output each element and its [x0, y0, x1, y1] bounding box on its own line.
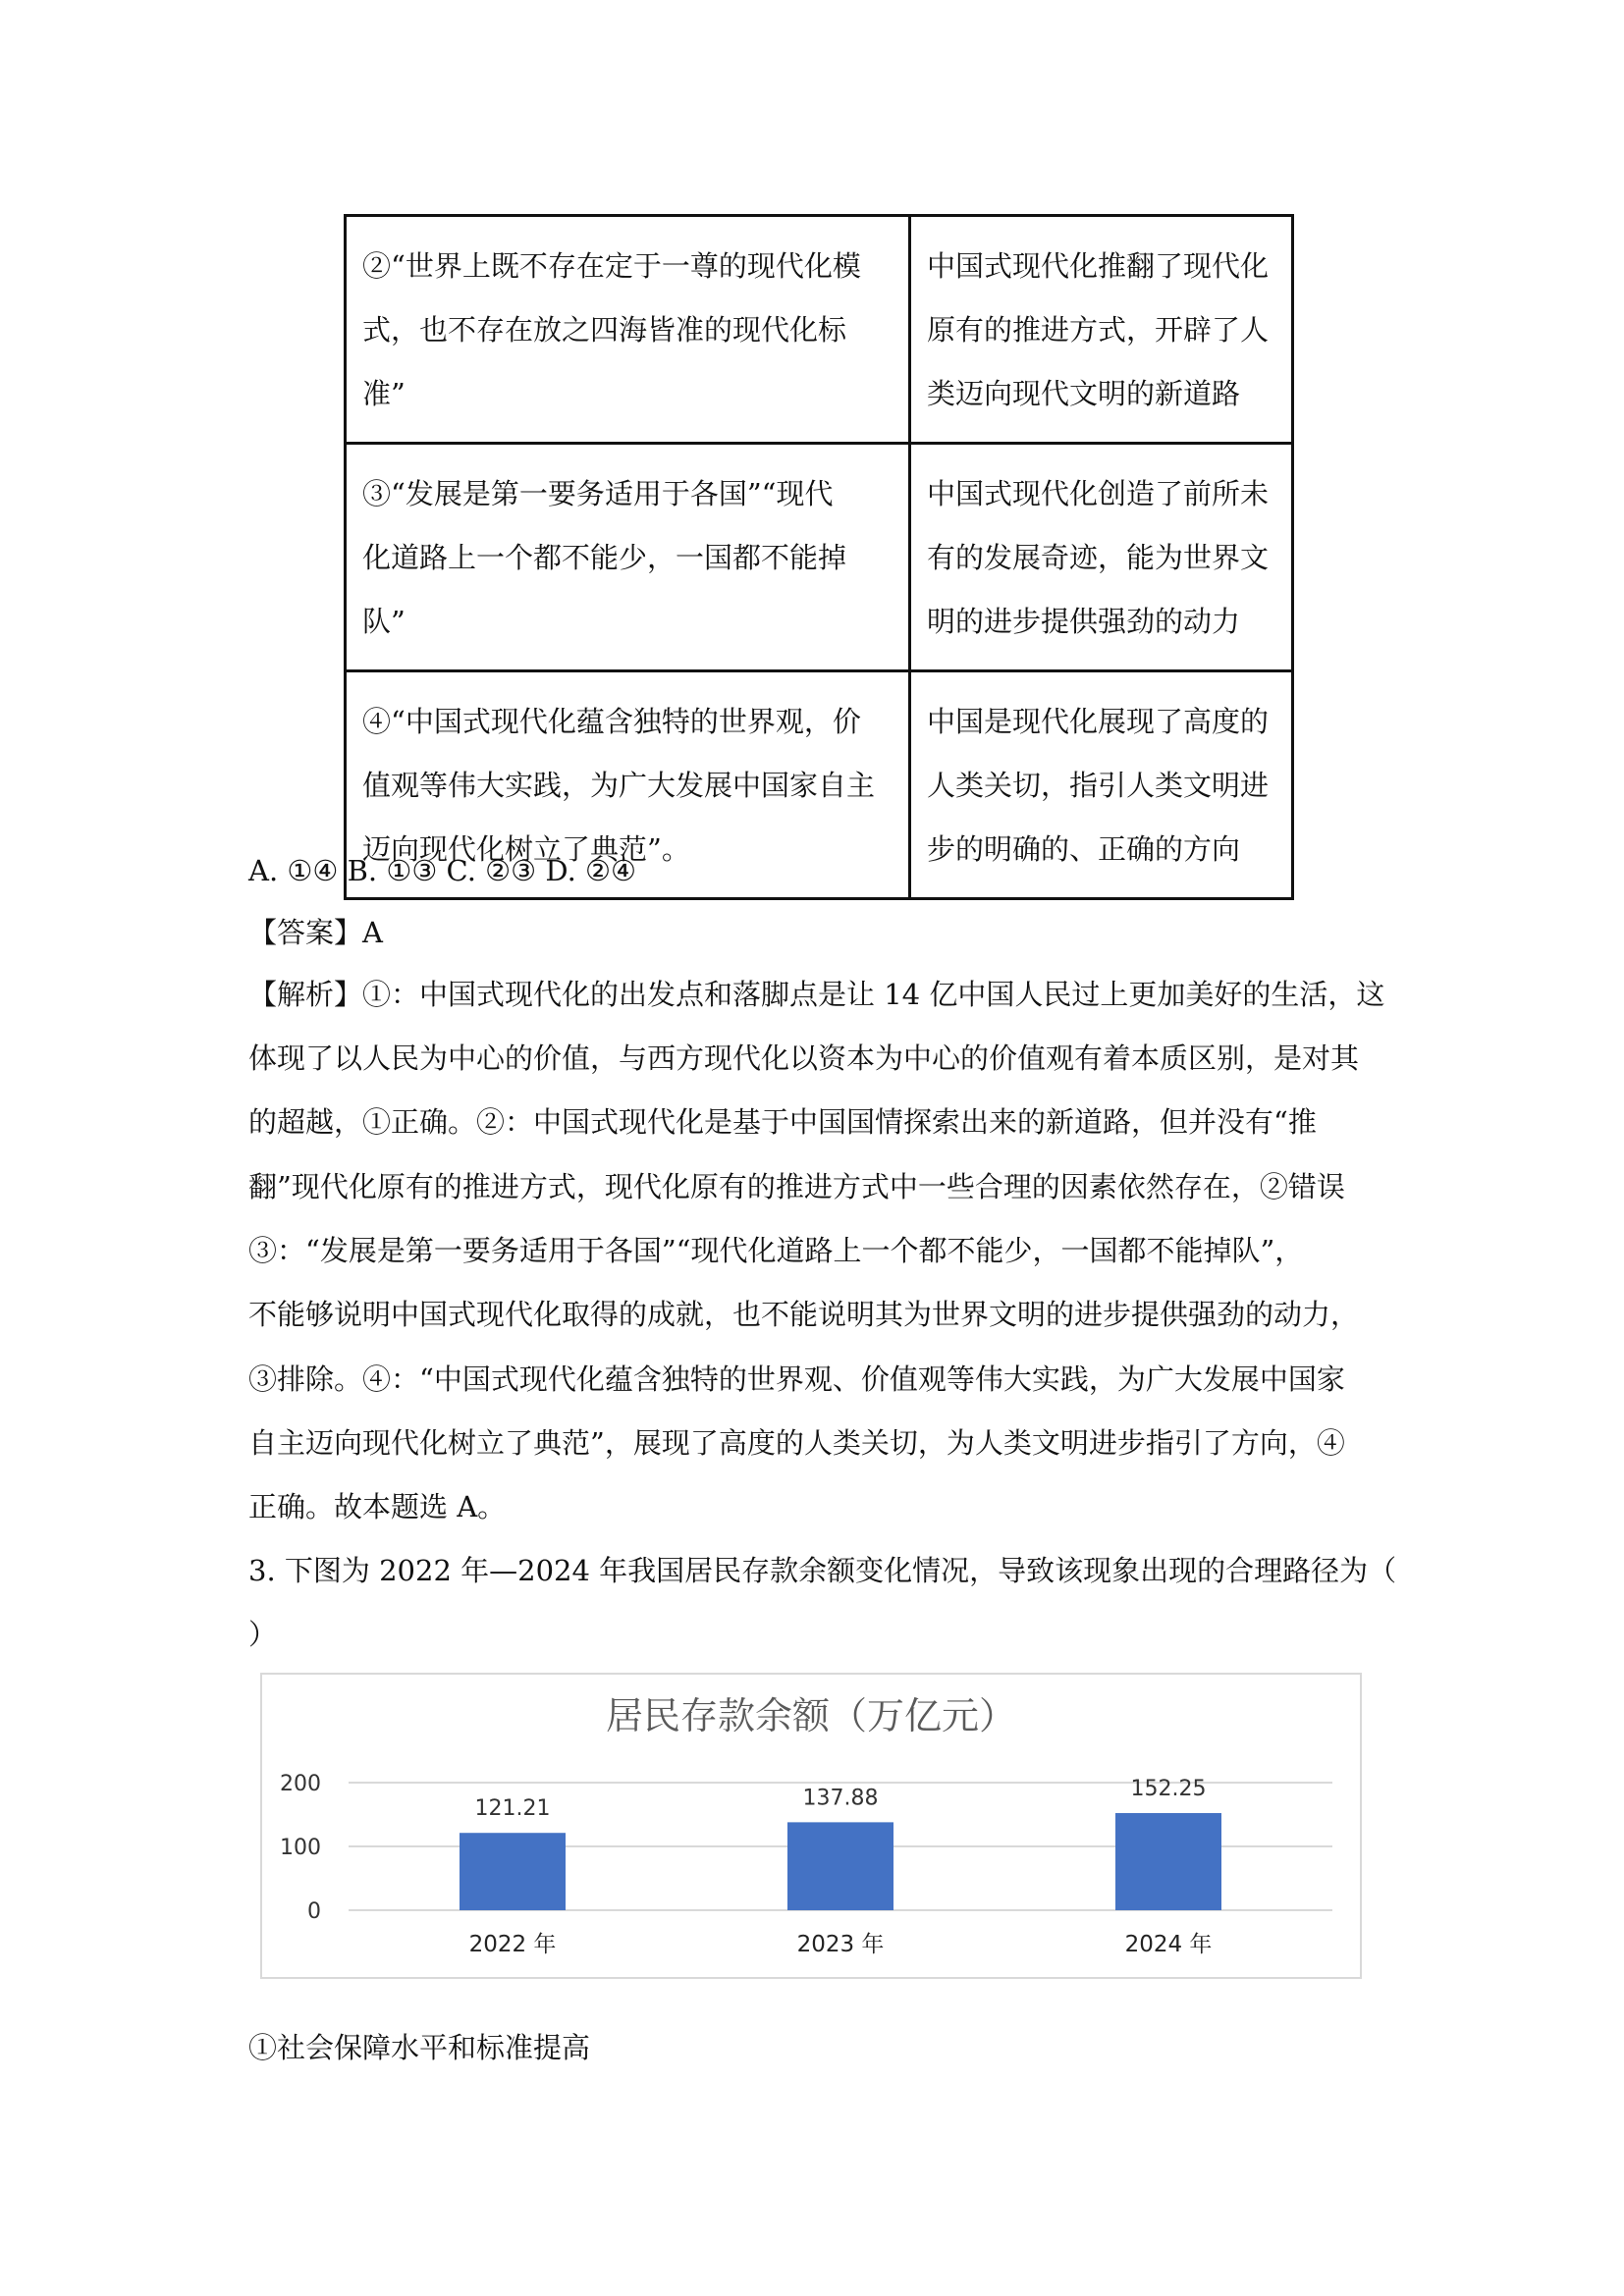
- x-tick-label: 2024 年: [1124, 1932, 1213, 1957]
- cell-line: 中国式现代化推翻了现代化: [927, 249, 1270, 283]
- analysis-line: ③：“发展是第一要务适用于各国”“现代化道路上一个都不能少，一国都不能掉队”，: [248, 1234, 1304, 1267]
- answer-label: 【答案】A: [248, 916, 383, 949]
- cell-line: 步的明确的、正确的方向: [927, 832, 1241, 866]
- analysis-line: 体现了以人民为中心的价值，与西方现代化以资本为中心的价值观有着本质区别，是对其: [248, 1041, 1360, 1075]
- answer-options: A. ①④ B. ①③ C. ②③ D. ②④: [248, 854, 637, 887]
- option-table: [344, 214, 1294, 900]
- question-3-stem: 3. 下图为 2022 年—2024 年我国居民存款余额变化情况，导致该现象出现的合理路径为（: [248, 1554, 1397, 1587]
- y-tick-label: 0: [307, 1899, 321, 1924]
- cell-line: ④“中国式现代化蕴含独特的世界观，价: [362, 705, 861, 738]
- cell-line: 式，也不存在放之四海皆准的现代化标: [362, 313, 847, 347]
- cell-line: 有的发展奇迹，能为世界文: [927, 541, 1270, 574]
- y-tick-label: 200: [280, 1772, 321, 1796]
- bar: [1115, 1813, 1221, 1910]
- analysis-line: 的超越，①正确。②：中国式现代化是基于中国国情探索出来的新道路，但并没有“推: [248, 1105, 1317, 1139]
- table-cell-statement: [346, 216, 910, 444]
- cell-line: 队”: [362, 605, 406, 638]
- analysis-line: ③排除。④：“中国式现代化蕴含独特的世界观、价值观等伟大实践，为广大发展中国家: [248, 1362, 1345, 1396]
- table-cell-explanation: [910, 216, 1293, 444]
- deposit-bar-chart: [260, 1673, 1362, 1979]
- data-label: 137.88: [802, 1786, 879, 1811]
- cell-line: 原有的推进方式，开辟了人: [927, 313, 1270, 347]
- table-cell-statement: [346, 444, 910, 671]
- x-tick-label: 2022 年: [468, 1932, 557, 1957]
- table-row: [346, 216, 1293, 444]
- cell-line: 人类关切，指引人类文明进: [927, 769, 1270, 802]
- x-tick-label: 2023 年: [796, 1932, 885, 1957]
- chart-canvas: [262, 1675, 1360, 1977]
- cell-line: ②“世界上既不存在定于一尊的现代化模: [362, 249, 861, 283]
- cell-line: 值观等伟大实践，为广大发展中国家自主: [362, 769, 876, 802]
- analysis-line: 不能够说明中国式现代化取得的成就，也不能说明其为世界文明的进步提供强劲的动力，: [248, 1298, 1360, 1331]
- bar: [460, 1833, 566, 1910]
- cell-line: 明的进步提供强劲的动力: [927, 605, 1241, 638]
- cell-line: 中国式现代化创造了前所未: [927, 477, 1270, 510]
- y-tick-label: 100: [280, 1836, 321, 1860]
- analysis-line: 正确。故本题选 A。: [248, 1490, 507, 1523]
- analysis-line: 【解析】①：中国式现代化的出发点和落脚点是让 14 亿中国人民过上更加美好的生活，这: [248, 978, 1385, 1011]
- cell-line: 准”: [362, 377, 406, 410]
- data-label: 152.25: [1130, 1777, 1207, 1802]
- table-row: [346, 444, 1293, 671]
- question-3-stem-end: ）: [248, 1618, 278, 1651]
- data-label: 121.21: [474, 1796, 551, 1822]
- table-cell-explanation: [910, 671, 1293, 899]
- bar: [787, 1822, 893, 1910]
- cell-line: 化道路上一个都不能少，一国都不能掉: [362, 541, 847, 574]
- option-item-1: ①社会保障水平和标准提高: [248, 2031, 591, 2064]
- cell-line: ③“发展是第一要务适用于各国”“现代: [362, 477, 834, 510]
- chart-title: 居民存款余额（万亿元）: [605, 1694, 1017, 1737]
- table-cell-explanation: [910, 444, 1293, 671]
- cell-line: 迈向现代化树立了典范”。: [362, 832, 690, 866]
- analysis-line: 自主迈向现代化树立了典范”，展现了高度的人类关切，为人类文明进步指引了方向，④: [248, 1426, 1345, 1460]
- analysis-line: 翻”现代化原有的推进方式，现代化原有的推进方式中一些合理的因素依然存在，②错误: [248, 1170, 1345, 1203]
- cell-line: 中国是现代化展现了高度的: [927, 705, 1270, 738]
- cell-line: 类迈向现代文明的新道路: [927, 377, 1241, 410]
